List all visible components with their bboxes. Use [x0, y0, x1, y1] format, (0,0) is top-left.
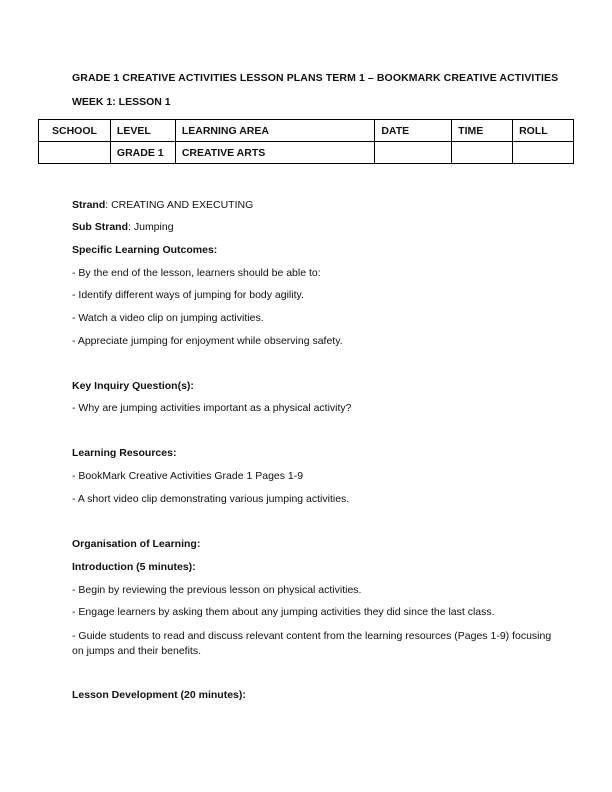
list-item: - By the end of the lesson, learners should be able to:	[72, 267, 321, 279]
table-cell	[39, 142, 111, 164]
strand-value: : CREATING AND EXECUTING	[105, 199, 254, 211]
sub-strand-label: Sub Strand	[72, 221, 129, 233]
list-item: - Watch a video clip on jumping activities.	[72, 312, 264, 324]
table-header-cell: LEVEL	[110, 120, 175, 142]
list-item: - Engage learners by asking them about any jumping activities they did since the last class.	[72, 606, 495, 618]
list-item: - Identify different ways of jumping for body agility.	[72, 289, 304, 301]
list-item: - A short video clip demonstrating various jumping activities.	[72, 493, 350, 505]
week-lesson-label: WEEK 1: LESSON 1	[72, 96, 171, 108]
organisation-heading: Organisation of Learning:	[72, 538, 201, 550]
lesson-info-table	[38, 119, 574, 164]
table-header-cell: SCHOOL	[39, 120, 111, 142]
resources-heading: Learning Resources:	[72, 447, 177, 459]
sub-strand-value: : Jumping	[128, 221, 174, 233]
list-item: - BookMark Creative Activities Grade 1 Pages 1-9	[72, 470, 304, 482]
table-header-cell: DATE	[375, 120, 452, 142]
inquiry-heading: Key Inquiry Question(s):	[72, 380, 194, 392]
list-item: - Why are jumping activities important as a physical activity?	[72, 402, 352, 414]
table-header-cell: TIME	[452, 120, 513, 142]
document-title: GRADE 1 CREATIVE ACTIVITIES LESSON PLANS TERM 1 – BOOKMARK CREATIVE ACTIVITIES	[72, 72, 559, 84]
introduction-heading: Introduction (5 minutes):	[72, 561, 196, 573]
list-item: - Appreciate jumping for enjoyment while observing safety.	[72, 335, 343, 347]
list-item: - Guide students to read and discuss relevant content from the learning resources (Pages 1-9) focusing on jumps and their benefits.	[72, 630, 552, 657]
table-cell	[375, 142, 452, 164]
strand-line	[72, 199, 253, 211]
strand-label: Strand	[72, 199, 106, 211]
table-cell	[513, 142, 574, 164]
development-heading: Lesson Development (20 minutes):	[72, 689, 246, 701]
table-header-cell: LEARNING AREA	[175, 120, 375, 142]
table-header-cell: ROLL	[513, 120, 574, 142]
sub-strand-line	[72, 221, 174, 233]
list-item: - Begin by reviewing the previous lesson on physical activities.	[72, 584, 362, 596]
table-cell: CREATIVE ARTS	[175, 142, 375, 164]
table-row	[39, 142, 574, 164]
table-header-row	[39, 120, 574, 142]
outcomes-heading: Specific Learning Outcomes:	[72, 244, 218, 256]
table-cell: GRADE 1	[110, 142, 175, 164]
table-cell	[452, 142, 513, 164]
